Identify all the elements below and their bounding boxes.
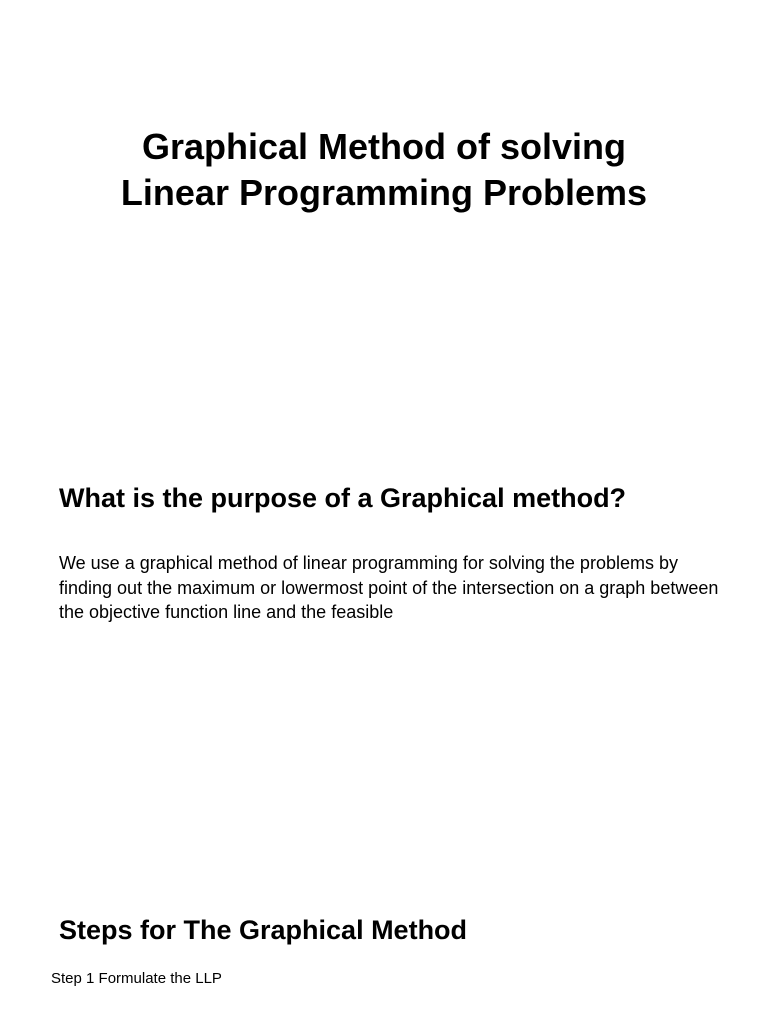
step-1-text: Step 1 Formulate the LLP: [51, 970, 222, 987]
purpose-heading: What is the purpose of a Graphical method?: [59, 483, 627, 513]
page-title-line-1: Graphical Method of solving: [141, 126, 627, 167]
steps-heading: Steps for The Graphical Method: [59, 915, 468, 945]
page-title-line-2: Linear Programming Problems: [120, 172, 648, 213]
page-title: [0, 124, 768, 216]
purpose-paragraph: We use a graphical method of linear programming for solving the problems by finding out the maximum or lowermost point of the intersection on a graph between the objective function line and the feasible: [59, 553, 719, 622]
